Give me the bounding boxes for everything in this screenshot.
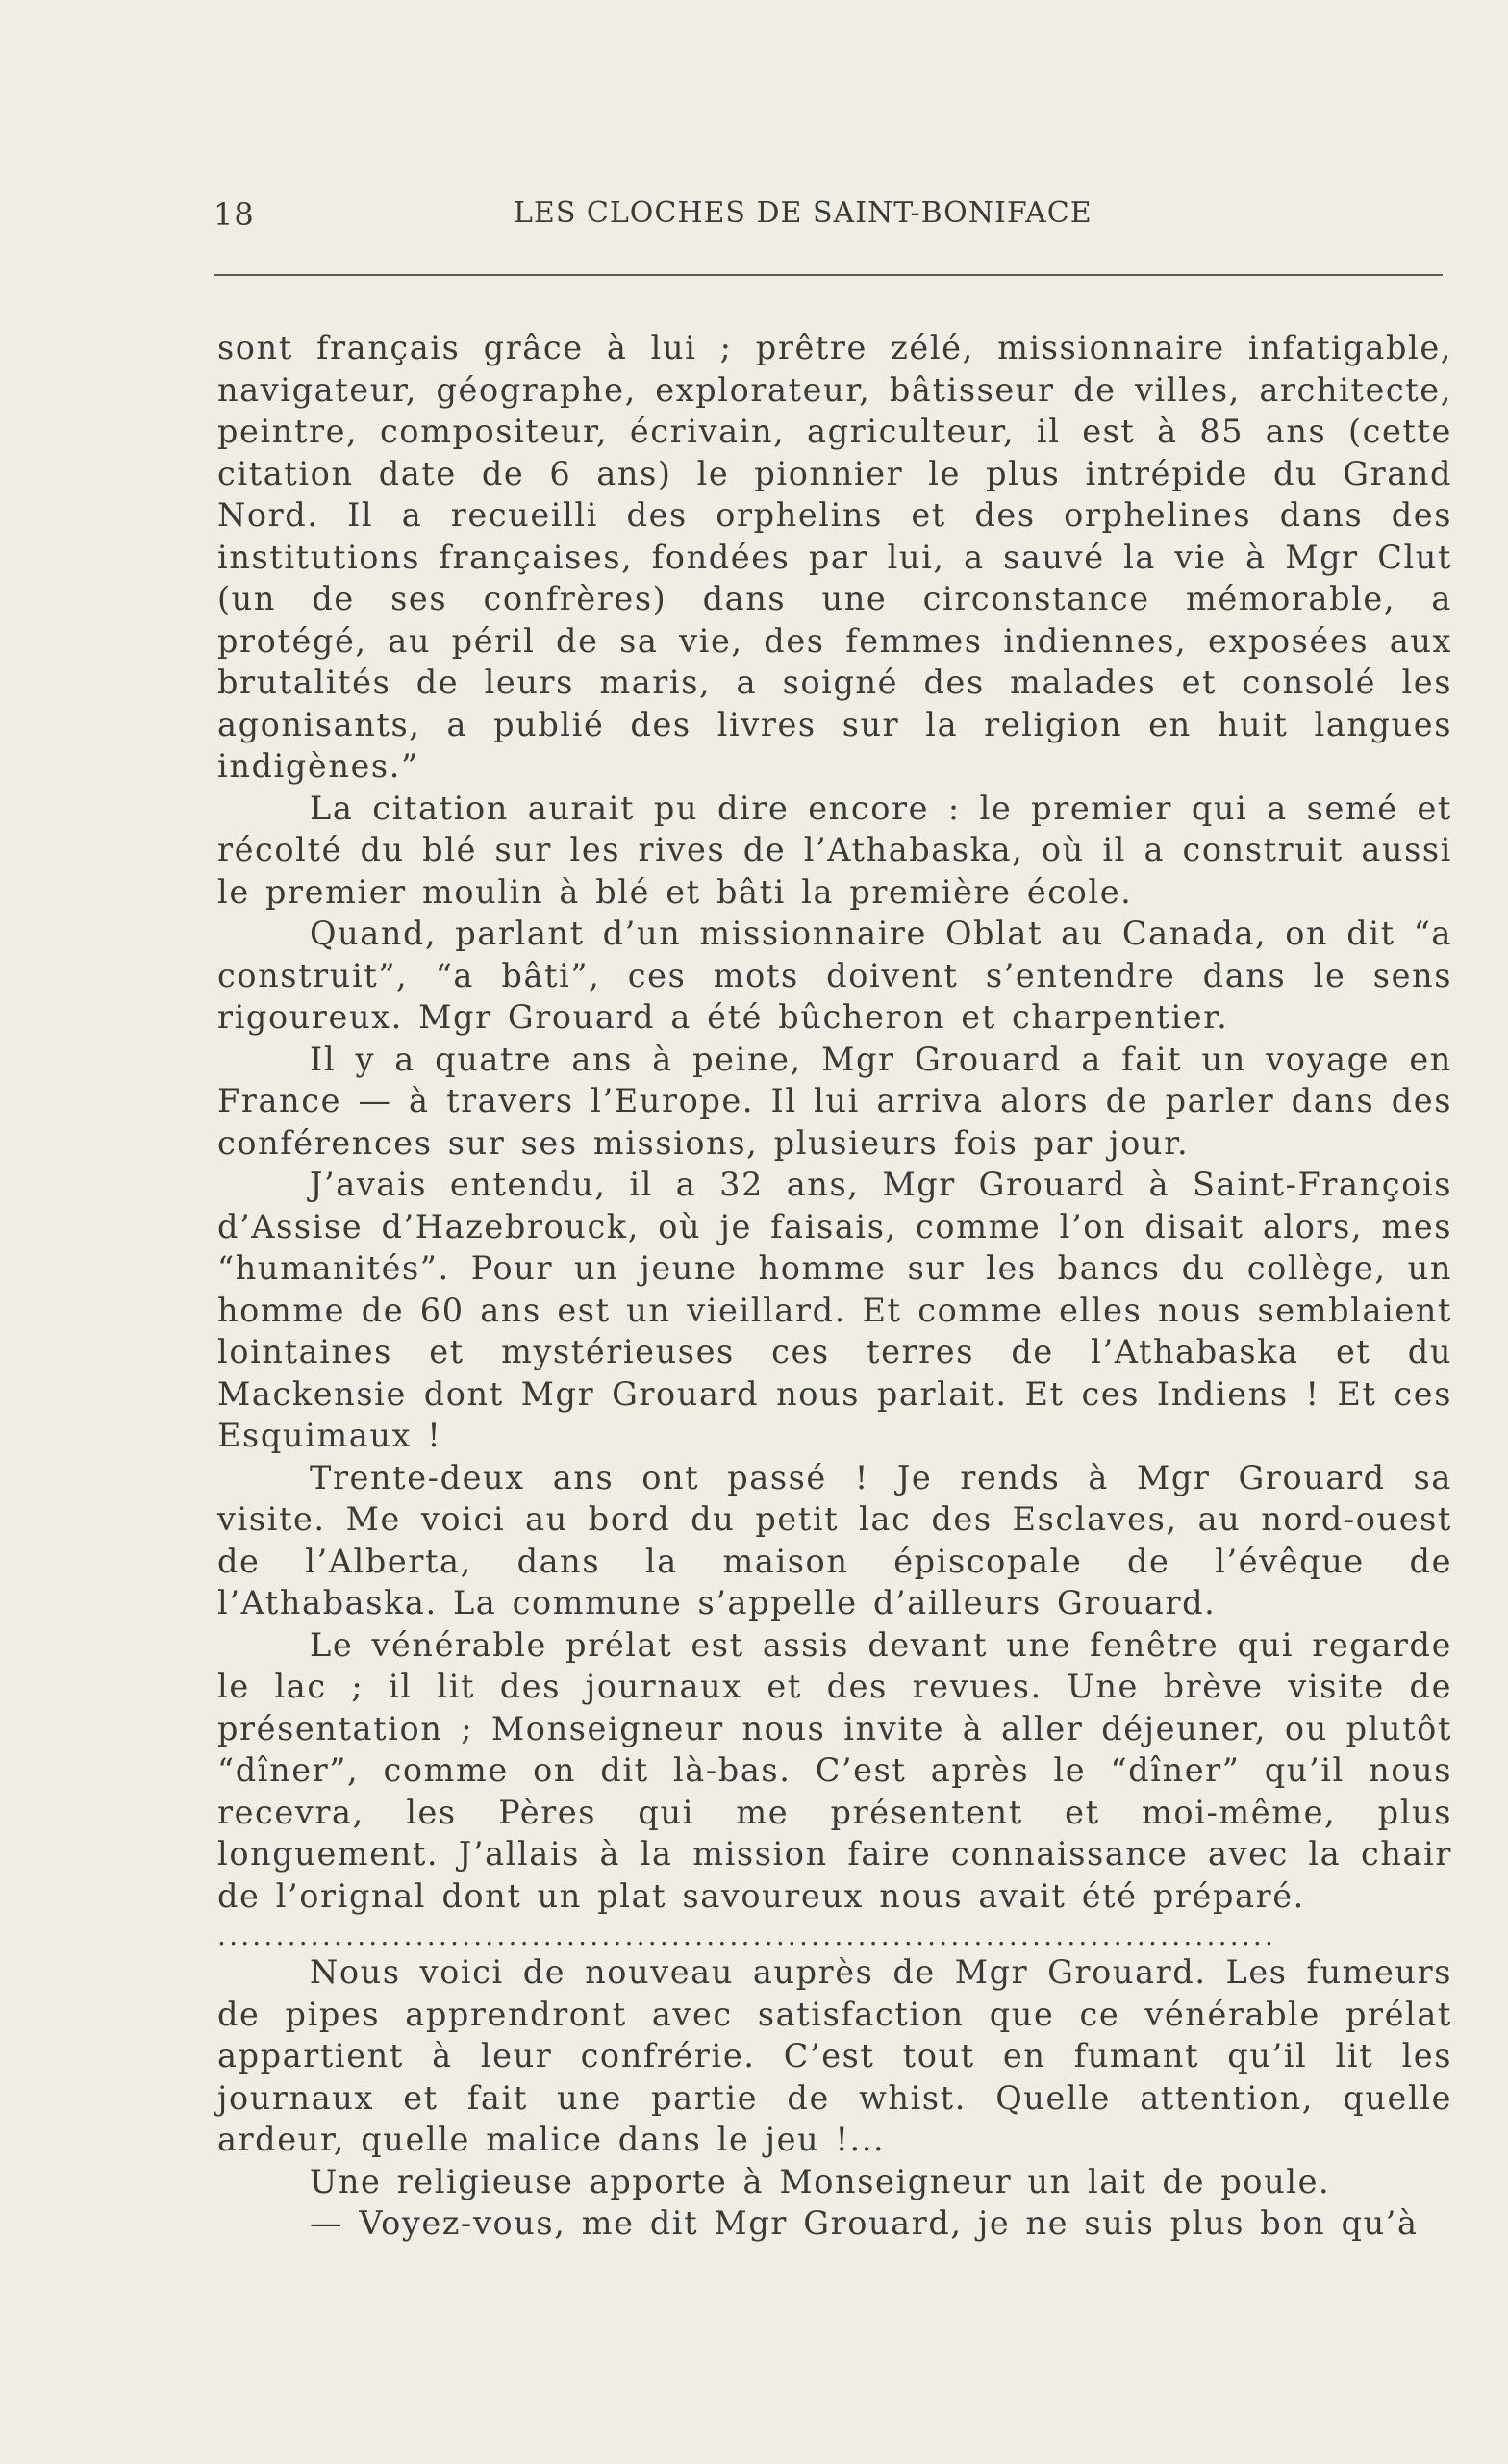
paragraph: Le vénérable prélat est assis devant une fenêtre qui regarde le lac ; il lit des journaux et des revues. Une brève visite de présentation ; Monseigneur nous invite à aller déjeuner, ou plutôt “dîner”, comme on dit là-bas. C’est après le “dîner” qu’il nous recevra, les Pères qui me présentent et moi-même, plus longuement. J’allais à la mission faire connaissance avec la chair de l’orignal dont un plat savoureux nous avait été préparé. xyxy=(217,1625,1452,1915)
paragraph: Il y a quatre ans à peine, Mgr Grouard a fait un voyage en France — à travers l’Europe. Il lui arriva alors de parler dans des conférences sur ses missions, plusieurs fois par jour. xyxy=(217,1040,1452,1162)
paragraph: Quand, parlant d’un missionnaire Oblat au Canada, on dit “a construit”, “a bâti”, ces mots doivent s’entendre dans le sens rigoureux. Mgr Grouard a été bûcheron et charpentier. xyxy=(217,915,1452,1036)
paragraph: — Voyez-vous, me dit Mgr Grouard, je ne suis plus bon qu’à xyxy=(310,2204,1419,2242)
header-rule xyxy=(214,274,1443,276)
section-separator: ........................................................................................... xyxy=(217,1923,1277,1949)
paragraph: La citation aurait pu dire encore : le premier qui a semé et récolté du blé sur les rives de l’Athabaska, où il a construit aussi le premier moulin à blé et bâti la première école. xyxy=(217,789,1452,911)
body-text xyxy=(217,327,1452,2245)
paragraph: Nous voici de nouveau auprès de Mgr Grouard. Les fumeurs de pipes apprendront avec satisfaction que ce vénérable prélat appartient à leur confrérie. C’est tout en fumant qu’il lit les journaux et fait une partie de whist. Quelle attention, quelle ardeur, quelle malice dans le jeu !... xyxy=(217,1953,1452,2158)
page-number: 18 xyxy=(214,196,255,233)
running-title: LES CLOCHES DE SAINT-BONIFACE xyxy=(514,196,1093,230)
paragraph: Trente-deux ans ont passé ! Je rends à Mgr Grouard sa visite. Me voici au bord du petit lac des Esclaves, au nord-ouest de l’Alberta, dans la maison épiscopale de l’évêque de l’Athabaska. La commune s’appelle d’ailleurs Grouard. xyxy=(217,1458,1452,1622)
page-header xyxy=(214,196,1443,244)
paragraph: J’avais entendu, il a 32 ans, Mgr Grouard à Saint-François d’Assise d’Hazebrouck, où je faisais, comme l’on disait alors, mes “humanités”. Pour un jeune homme sur les bancs du collège, un homme de 60 ans est un vieillard. Et comme elles nous semblaient lointaines et mystérieuses ces terres de l’Athabaska et du Mackensie dont Mgr Grouard nous parlait. Et ces Indiens ! Et ces Esquimaux ! xyxy=(217,1166,1452,1454)
paragraph: Une religieuse apporte à Monseigneur un lait de poule. xyxy=(310,2162,1331,2200)
paragraph: sont français grâce à lui ; prêtre zélé, missionnaire infatigable, navigateur, géographe, explorateur, bâtisseur de villes, architecte, peintre, compositeur, écrivain, agriculteur, il est à 85 ans (cette citation date de 6 ans) le pionnier le plus intrépide du Grand Nord. Il a recueilli des orphelins et des orphelines dans des institutions françaises, fondées par lui, a sauvé la vie à Mgr Clut (un de ses confrères) dans une circonstance mémorable, a protégé, au péril de sa vie, des femmes indiennes, exposées aux brutalités de leurs maris, a soigné des malades et consolé les agonisants, a publié des livres sur la religion en huit langues indigènes.” xyxy=(217,329,1452,785)
